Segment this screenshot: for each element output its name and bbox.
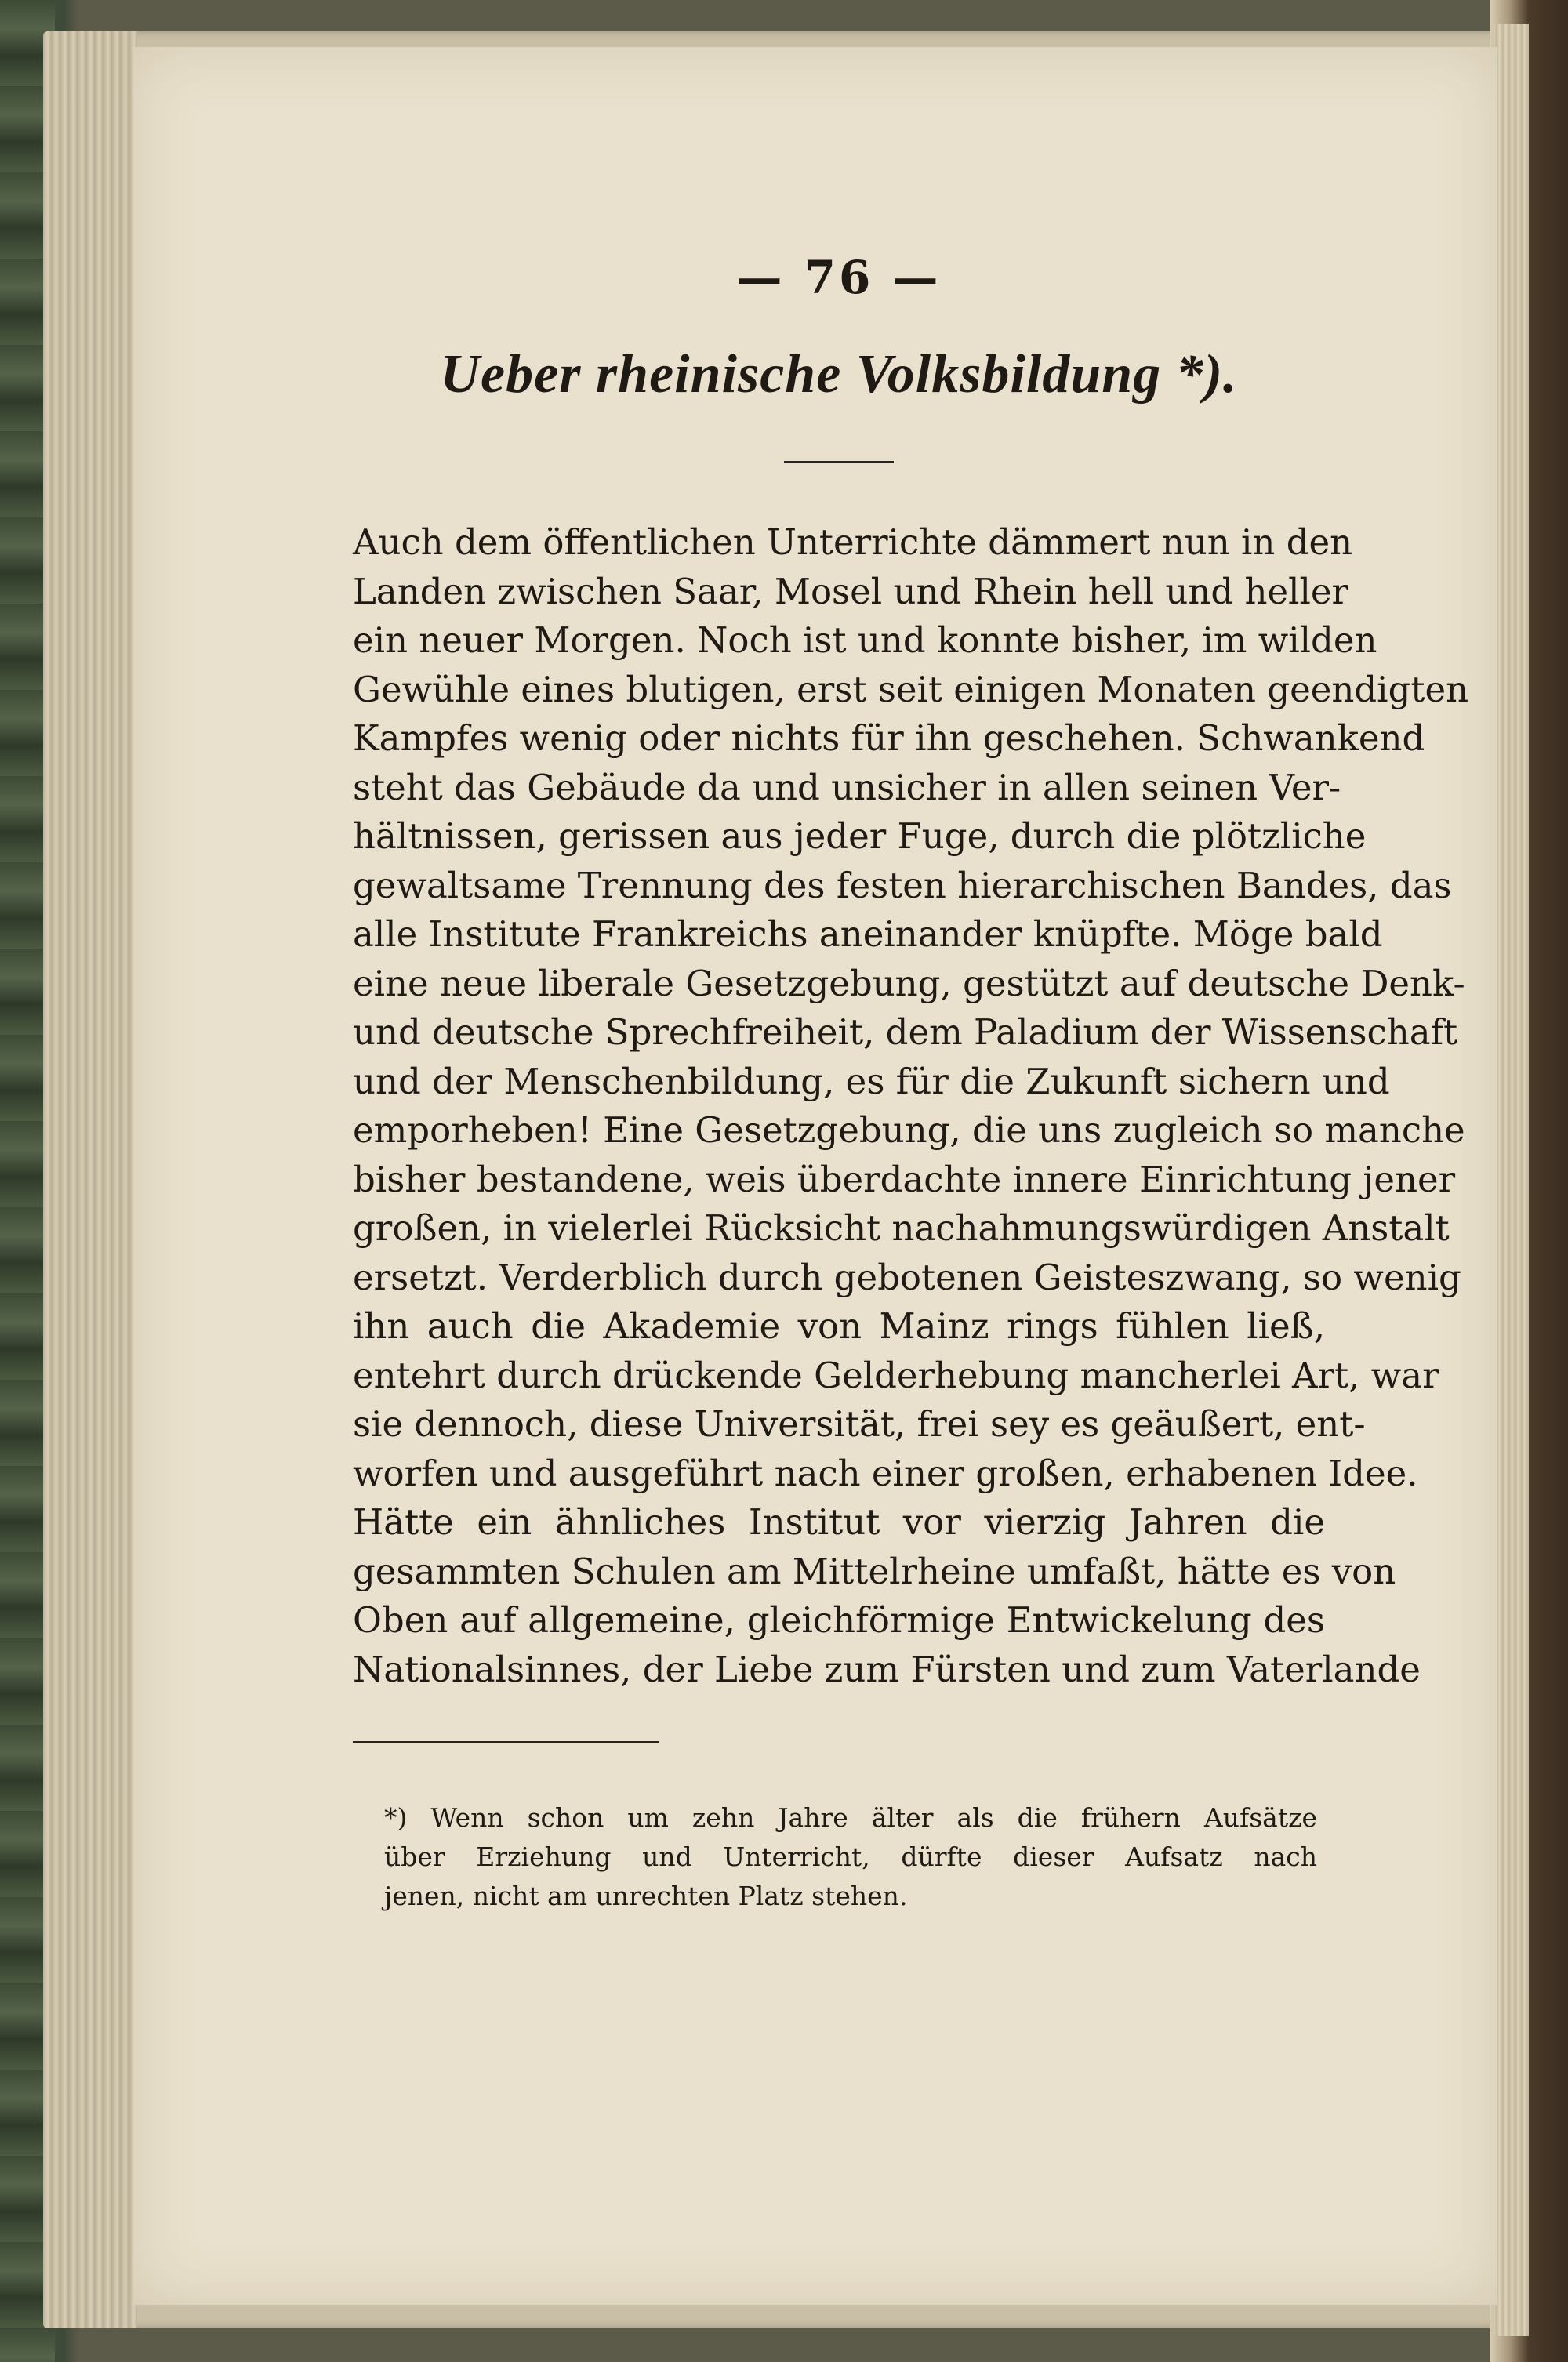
body-line: emporheben! Eine Gesetzgebung, die uns zugleich so manche: [353, 1109, 1465, 1151]
right-page-edges: [1494, 24, 1529, 2336]
title-divider: [784, 461, 894, 463]
page-number: — 76 —: [736, 251, 942, 304]
body-line: hältnissen, gerissen aus jeder Fuge, durch die plötzliche: [353, 815, 1367, 857]
body-line: Oben auf allgemeine, gleichförmige Entwickelung des: [353, 1599, 1325, 1641]
body-line: alle Institute Frankreichs aneinander knüpfte. Möge bald: [353, 913, 1383, 955]
body-line: Gewühle eines blutigen, erst seit einigen Monaten geendigten: [353, 668, 1469, 710]
body-line: worfen und ausgeführt nach einer großen, erhabenen Idee.: [353, 1452, 1418, 1494]
body-line: ein neuer Morgen. Noch ist und konnte bisher, im wilden: [353, 619, 1377, 661]
body-line: Kampfes wenig oder nichts für ihn geschehen. Schwankend: [353, 717, 1425, 759]
body-line: entehrt durch drückende Gelderhebung mancherlei Art, war: [353, 1354, 1439, 1396]
body-line: Auch dem öffentlichen Unterrichte dämmert nun in den: [353, 521, 1353, 563]
body-line: Hätte ein ähnliches Institut vor vierzig Jahren die: [353, 1501, 1325, 1543]
body-line: eine neue liberale Gesetzgebung, gestützt auf deutsche Denk-: [353, 962, 1465, 1004]
body-line: bisher bestandene, weis überdachte innere Einrichtung jener: [353, 1158, 1456, 1200]
body-line: steht das Gebäude da und unsicher in allen seinen Ver-: [353, 766, 1341, 808]
footnote-line: *) Wenn schon um zehn Jahre älter als die frühern Aufsätze: [384, 1802, 1317, 1833]
body-line: Landen zwischen Saar, Mosel und Rhein hell und heller: [353, 570, 1349, 612]
body-line: großen, in vielerlei Rücksicht nachahmungswürdigen Anstalt: [353, 1207, 1450, 1249]
body-line: Nationalsinnes, der Liebe zum Fürsten und zum Vaterlande: [353, 1648, 1421, 1690]
footnote-divider: [353, 1741, 659, 1743]
body-line: sie dennoch, diese Universität, frei sey es geäußert, ent-: [353, 1403, 1366, 1445]
body-line: gewaltsame Trennung des festen hierarchischen Bandes, das: [353, 864, 1452, 906]
chapter-title: Ueber rheinische Volksbildung *).: [440, 344, 1238, 405]
body-line: ersetzt. Verderblich durch gebotenen Geisteszwang, so wenig: [353, 1256, 1461, 1298]
body-line: und deutsche Sprechfreiheit, dem Paladium der Wissenschaft: [353, 1011, 1458, 1053]
body-line: gesammten Schulen am Mittelrheine umfaßt, hätte es von: [353, 1550, 1396, 1592]
footnote: [384, 1798, 1317, 1916]
body-line: und der Menschenbildung, es für die Zukunft sichern und: [353, 1060, 1390, 1102]
footnote-line: über Erziehung und Unterricht, dürfte dieser Aufsatz nach: [384, 1841, 1317, 1872]
footnote-line: jenen, nicht am unrechten Platz stehen.: [384, 1881, 908, 1911]
page-content: [353, 251, 1469, 1916]
body-line: ihn auch die Akademie von Mainz rings fühlen ließ,: [353, 1305, 1325, 1347]
body-text: [353, 518, 1469, 1694]
